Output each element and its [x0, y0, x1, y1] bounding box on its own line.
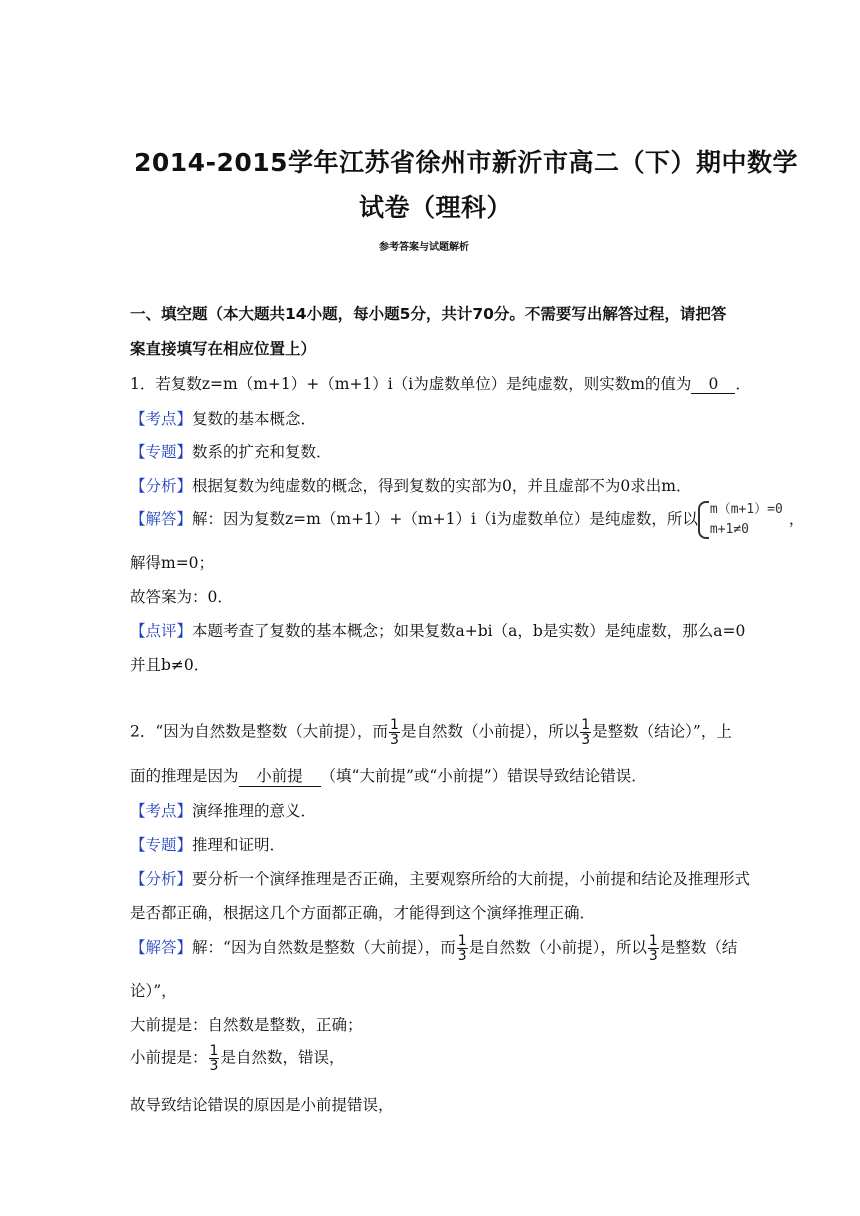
- q1-jieda: [130, 500, 804, 540]
- q2-jieda-c: 是整数（结: [659, 938, 738, 957]
- q2-zhuanti: [130, 833, 285, 855]
- frac-den: 3: [457, 948, 467, 964]
- doc-title-line2: 试卷（理科）: [359, 193, 513, 222]
- fenxi-tag: 【分析】: [130, 477, 193, 495]
- dianping-text: 本题考查了复数的基本概念；如果复数a+bi（a，b是实数）是纯虚数，那么a=0: [192, 622, 746, 640]
- jieda-text: 解：因为复数z=m（m+1）+（m+1）i（i为虚数单位）是纯虚数，所以: [192, 510, 698, 528]
- q2-stem-b: 是自然数（小前提），所以: [400, 722, 580, 741]
- q2-jieda-b: 是自然数（小前提），所以: [468, 938, 647, 957]
- q2-minor-after: 是自然数，错误，: [220, 1048, 345, 1067]
- doc-title-line1: 2014-2015学年江苏省徐州市新沂市高二（下）期中数学: [134, 148, 799, 177]
- q1-stem-text: 1．若复数z=m（m+1）+（m+1）i（i为虚数单位）是纯虚数，则实数m的值为: [130, 375, 692, 393]
- jieda-tag: 【解答】: [130, 510, 193, 528]
- q1-kaodian: [130, 407, 316, 429]
- kaodian-text: 演绎推理的意义．: [192, 802, 317, 820]
- q1-answer-line: 故答案为：0．: [130, 588, 233, 606]
- zhuanti-text: 数系的扩充和复数．: [192, 443, 332, 461]
- frac-den: 3: [209, 1058, 219, 1074]
- left-brace-icon: [698, 501, 709, 539]
- doc-subtitle: 参考答案与试题解析: [379, 242, 469, 253]
- jieda-tag: 【解答】: [130, 938, 193, 957]
- zhuanti-text: 推理和证明．: [192, 836, 286, 854]
- q1-stem: [130, 372, 751, 394]
- q2-fenxi: [130, 867, 750, 889]
- q2-jieda-cont: 论）”，: [130, 982, 177, 1000]
- q2-stem2-end: （填“大前提”或“小前提”）错误导致结论错误．: [320, 767, 647, 785]
- q2-kaodian: [130, 799, 316, 821]
- fraction-one-third: [209, 1044, 220, 1073]
- q1-stem-end: ．: [735, 375, 751, 393]
- system-eq1: m（m+1）=0: [709, 502, 783, 517]
- q2-minor-premise: [130, 1044, 344, 1073]
- fenxi-text: 要分析一个演绎推理是否正确，主要观察所给的大前提，小前提和结论及推理形式: [192, 870, 751, 888]
- kaodian-text: 复数的基本概念．: [192, 410, 317, 428]
- q2-answer-blank: 小前提: [239, 764, 321, 787]
- q2-stem-a: 2．“因为自然数是整数（大前提），而: [130, 722, 389, 741]
- q2-stem2-text: 面的推理是因为: [130, 767, 239, 785]
- frac-den: 3: [390, 732, 399, 748]
- fenxi-tag: 【分析】: [130, 870, 193, 888]
- q1-fenxi: [130, 474, 691, 496]
- kaodian-tag: 【考点】: [130, 410, 193, 428]
- frac-num: 1: [581, 717, 591, 733]
- q1-dianping: [130, 619, 745, 641]
- q2-major-premise: 大前提是：自然数是整数，正确；: [130, 1016, 363, 1034]
- system-eq2: m+1≠0: [709, 522, 750, 537]
- fenxi-text: 根据复数为纯虚数的概念，得到复数的实部为0，并且虚部不为0求出m．: [192, 477, 692, 495]
- zhuanti-tag: 【专题】: [130, 836, 193, 854]
- frac-den: 3: [648, 948, 658, 964]
- q2-stem-c: 是整数（结论）”，上: [592, 722, 732, 741]
- q1-dianping-cont: 并且b≠0．: [130, 656, 210, 674]
- q1-answer-blank: 0: [691, 375, 735, 394]
- q2-minor-before: 小前提是：: [130, 1048, 208, 1067]
- q2-fenxi-cont: 是否都正确，根据这几个方面都正确，才能得到这个演绎推理正确．: [130, 904, 596, 922]
- frac-num: 1: [390, 717, 399, 733]
- q1-solve: 解得m=0；: [130, 554, 215, 572]
- q2-jieda-a: 解：“因为自然数是整数（大前提），而: [192, 938, 456, 957]
- q2-stem: [130, 718, 732, 747]
- frac-num: 1: [209, 1043, 219, 1059]
- q2-conclusion: 故导致结论错误的原因是小前提错误，: [130, 1096, 394, 1114]
- q2-stem2: [130, 764, 647, 787]
- section-heading: 一、填空题（本大题共14小题，每小题5分，共计70分。不需要写出解答过程，请把答: [130, 305, 727, 323]
- kaodian-tag: 【考点】: [130, 802, 193, 820]
- q1-zhuanti: [130, 440, 332, 462]
- fraction-one-third: [457, 934, 468, 963]
- zhuanti-tag: 【专题】: [130, 443, 193, 461]
- jieda-comma: ，: [788, 510, 805, 528]
- fraction-one-third: [389, 718, 400, 747]
- frac-num: 1: [457, 933, 467, 949]
- frac-num: 1: [648, 933, 658, 949]
- q2-jieda: [130, 934, 737, 963]
- equation-system: [698, 500, 783, 540]
- dianping-tag: 【点评】: [130, 622, 193, 640]
- fraction-one-third: [648, 934, 659, 963]
- fraction-one-third: [580, 718, 591, 747]
- frac-den: 3: [581, 732, 591, 748]
- section-heading-cont: 案直接填写在相应位置上）: [130, 340, 317, 358]
